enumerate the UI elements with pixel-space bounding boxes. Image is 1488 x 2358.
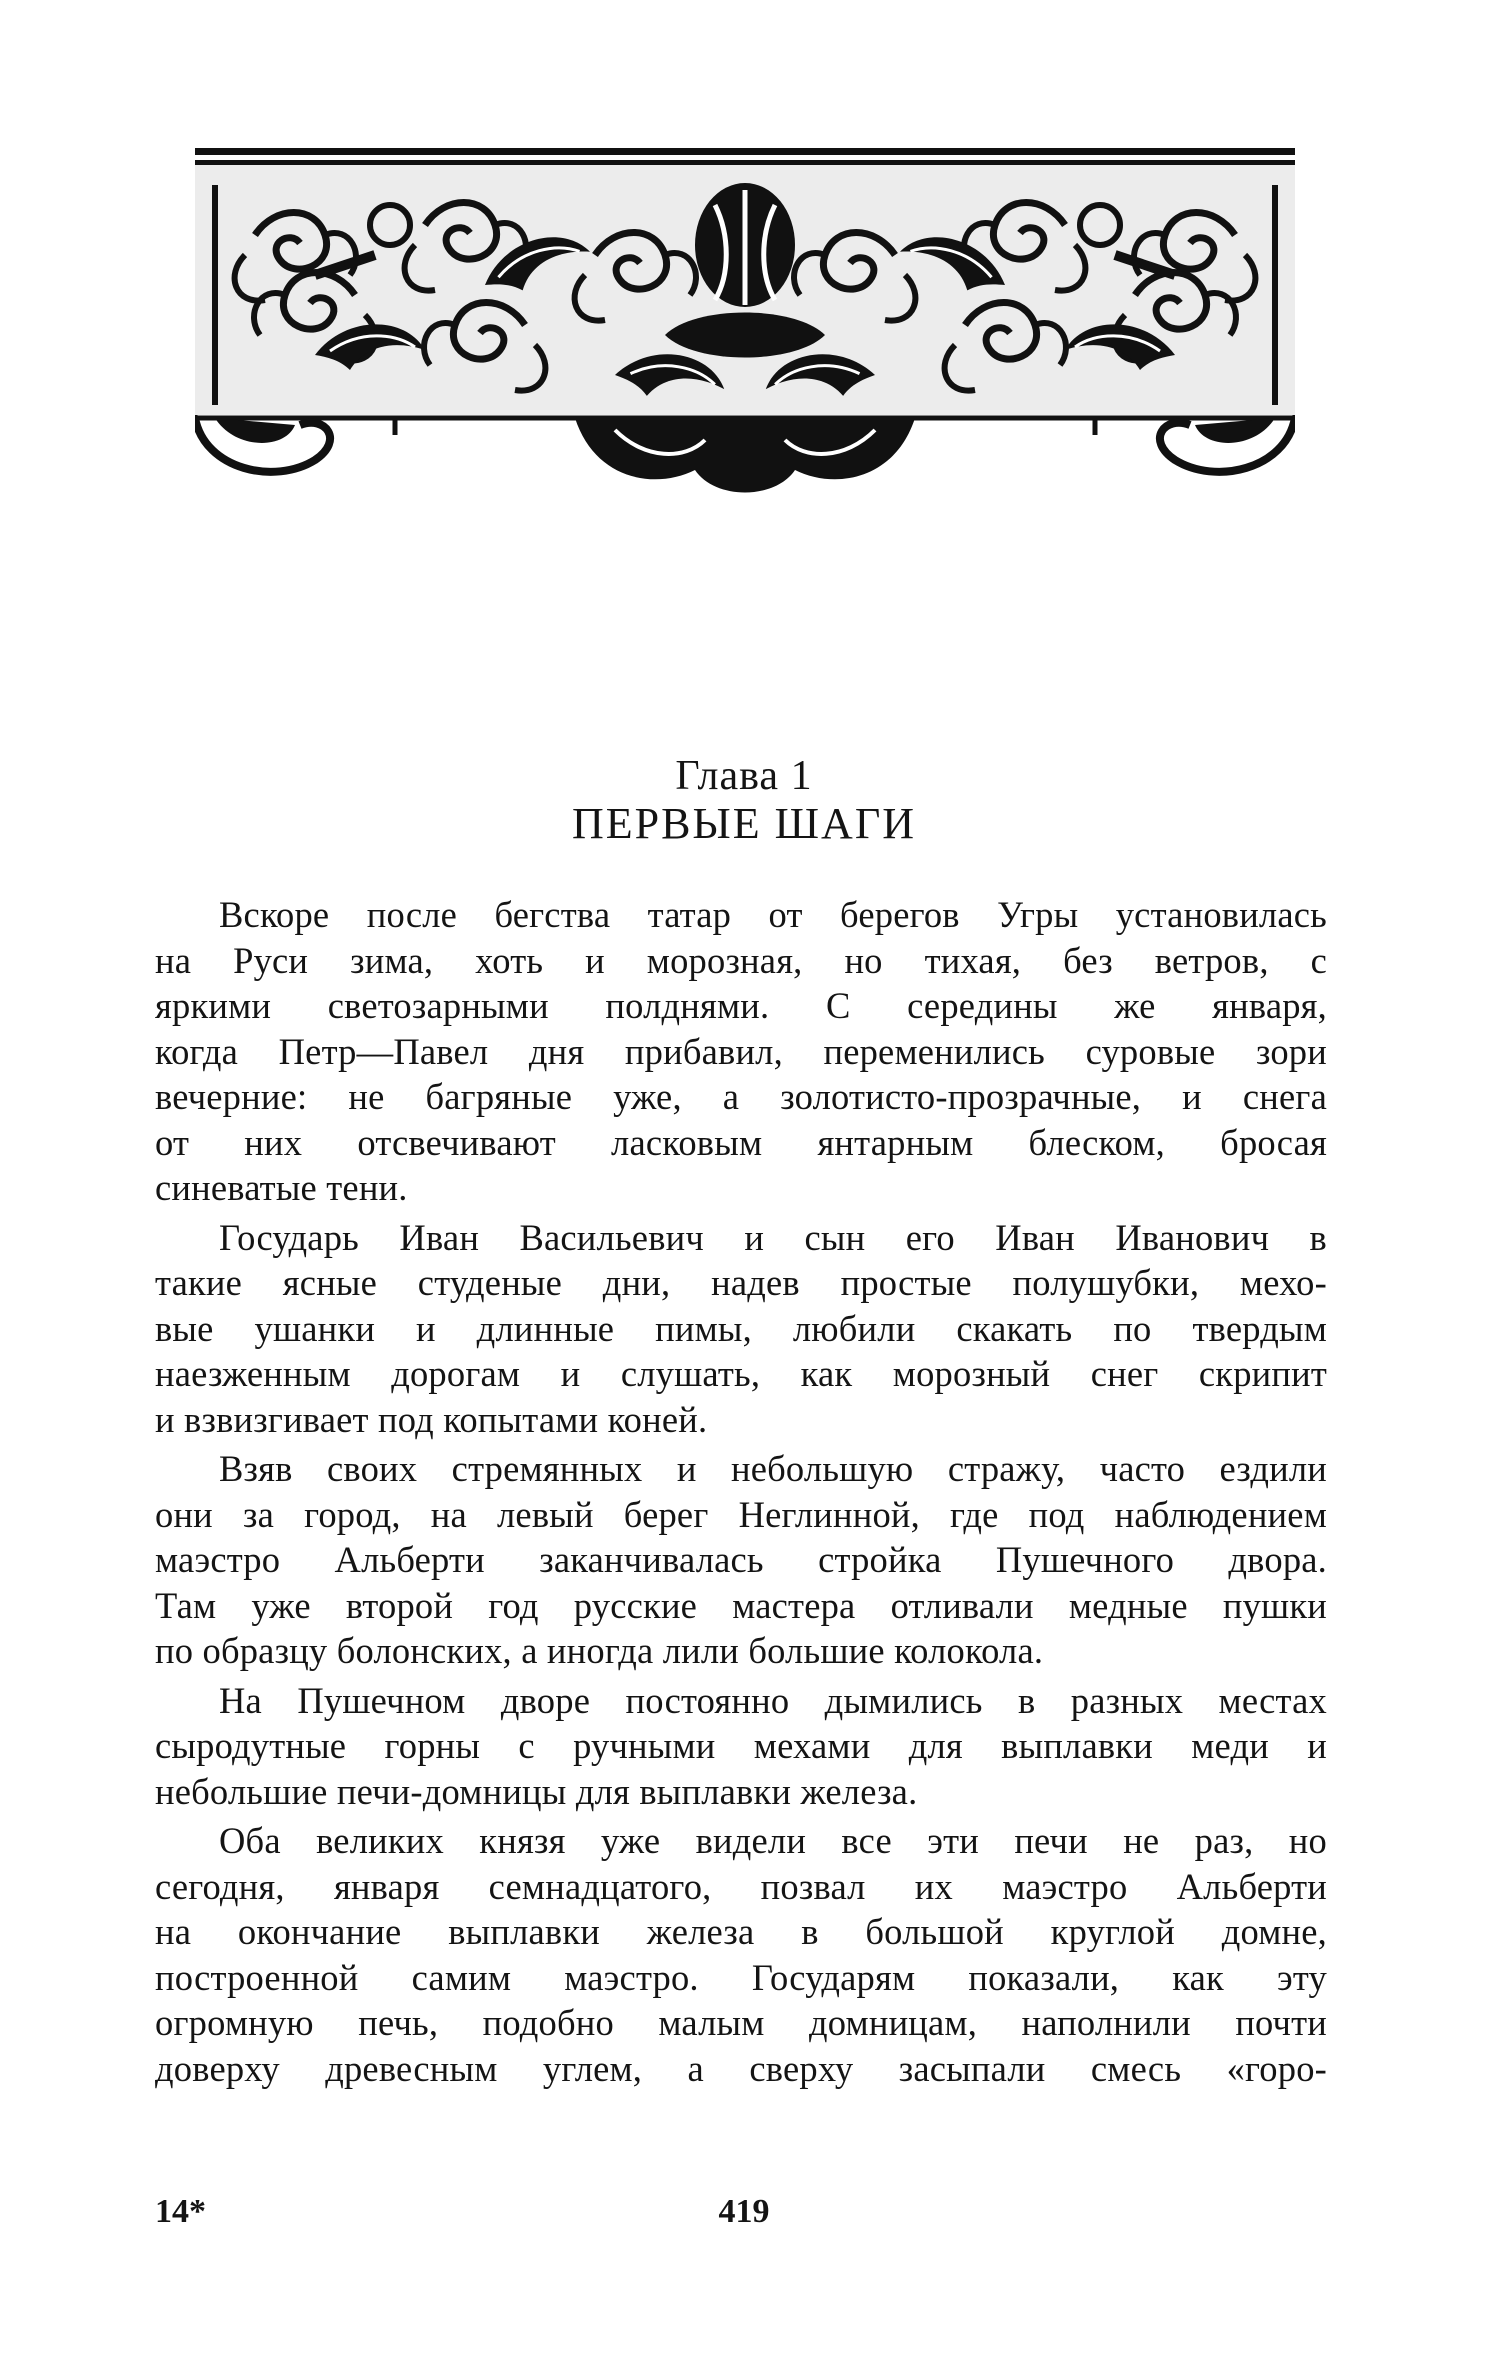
text-line: такие ясные студеные дни, надев простые полушубки, мехо- bbox=[155, 1262, 1327, 1303]
text-line: наезженным дорогам и слушать, как морозный снег скрипит bbox=[155, 1353, 1327, 1394]
chapter-number: Глава 1 bbox=[675, 753, 813, 799]
paragraph bbox=[155, 1215, 1327, 1443]
paragraph bbox=[155, 1678, 1327, 1815]
text-line: Государь Иван Васильевич и сын его Иван Иванович в bbox=[219, 1216, 1327, 1258]
text-line: сегодня, января семнадцатого, позвал их маэстро Альберти bbox=[155, 1865, 1327, 1907]
text-line: Оба великих князя уже видели все эти печи не раз, но bbox=[219, 1820, 1327, 1861]
text-line: Вскоре после бегства татар от берегов Угры установилась bbox=[219, 894, 1327, 935]
text-line: Там уже второй год русские мастера отливали медные пушки bbox=[155, 1584, 1327, 1626]
text-line: они за город, на левый берег Неглинной, где под наблюдением bbox=[155, 1493, 1327, 1535]
text-line: небольшие печи-домницы для выплавки железа. bbox=[155, 1770, 918, 1812]
text-line: по образцу болонских, а иногда лили большие колокола. bbox=[155, 1630, 1044, 1671]
text-line: Взяв своих стремянных и небольшую стражу, часто ездили bbox=[219, 1448, 1327, 1489]
paragraph bbox=[155, 892, 1327, 1211]
text-line: маэстро Альберти заканчивалась стройка Пушечного двора. bbox=[155, 1539, 1327, 1580]
ornamental-headpiece bbox=[195, 140, 1295, 510]
text-line: яркими светозарными полднями. С середины же января, bbox=[155, 985, 1327, 1026]
paragraph bbox=[155, 1818, 1327, 2091]
text-line: вечерние: не багряные уже, а золотисто-прозрачные, и снега bbox=[155, 1076, 1327, 1117]
text-line: от них отсвечивают ласковым янтарным блеском, бросая bbox=[155, 1121, 1327, 1163]
text-line: сыродутные горны с ручными мехами для выплавки меди и bbox=[155, 1725, 1327, 1766]
text-line: вые ушанки и длинные пимы, любили скакать по твердым bbox=[155, 1307, 1327, 1349]
text-line: На Пушечном дворе постоянно дымились в разных местах bbox=[219, 1679, 1327, 1721]
chapter-body-text bbox=[155, 892, 1327, 2095]
text-line: на Руси зима, хоть и морозная, но тихая, без ветров, с bbox=[155, 939, 1327, 981]
signature-mark: 14* bbox=[155, 2193, 206, 2230]
text-line: когда Петр—Павел дня прибавил, переменились суровые зори bbox=[155, 1030, 1327, 1072]
text-line: доверху древесным углем, а сверху засыпали смесь «горо- bbox=[155, 2047, 1327, 2089]
chapter-title: ПЕРВЫЕ ШАГИ bbox=[571, 799, 917, 848]
text-line: на окончание выплавки железа в большой круглой домне, bbox=[155, 1911, 1327, 1952]
text-line: огромную печь, подобно малым домницам, наполнили почти bbox=[155, 2002, 1327, 2043]
paragraph bbox=[155, 1446, 1327, 1674]
text-line: синеватые тени. bbox=[155, 1167, 408, 1208]
text-line: и взвизгивает под копытами коней. bbox=[155, 1398, 708, 1440]
text-line: построенной самим маэстро. Государям показали, как эту bbox=[155, 1956, 1327, 1998]
page-number: 419 bbox=[718, 2193, 770, 2230]
